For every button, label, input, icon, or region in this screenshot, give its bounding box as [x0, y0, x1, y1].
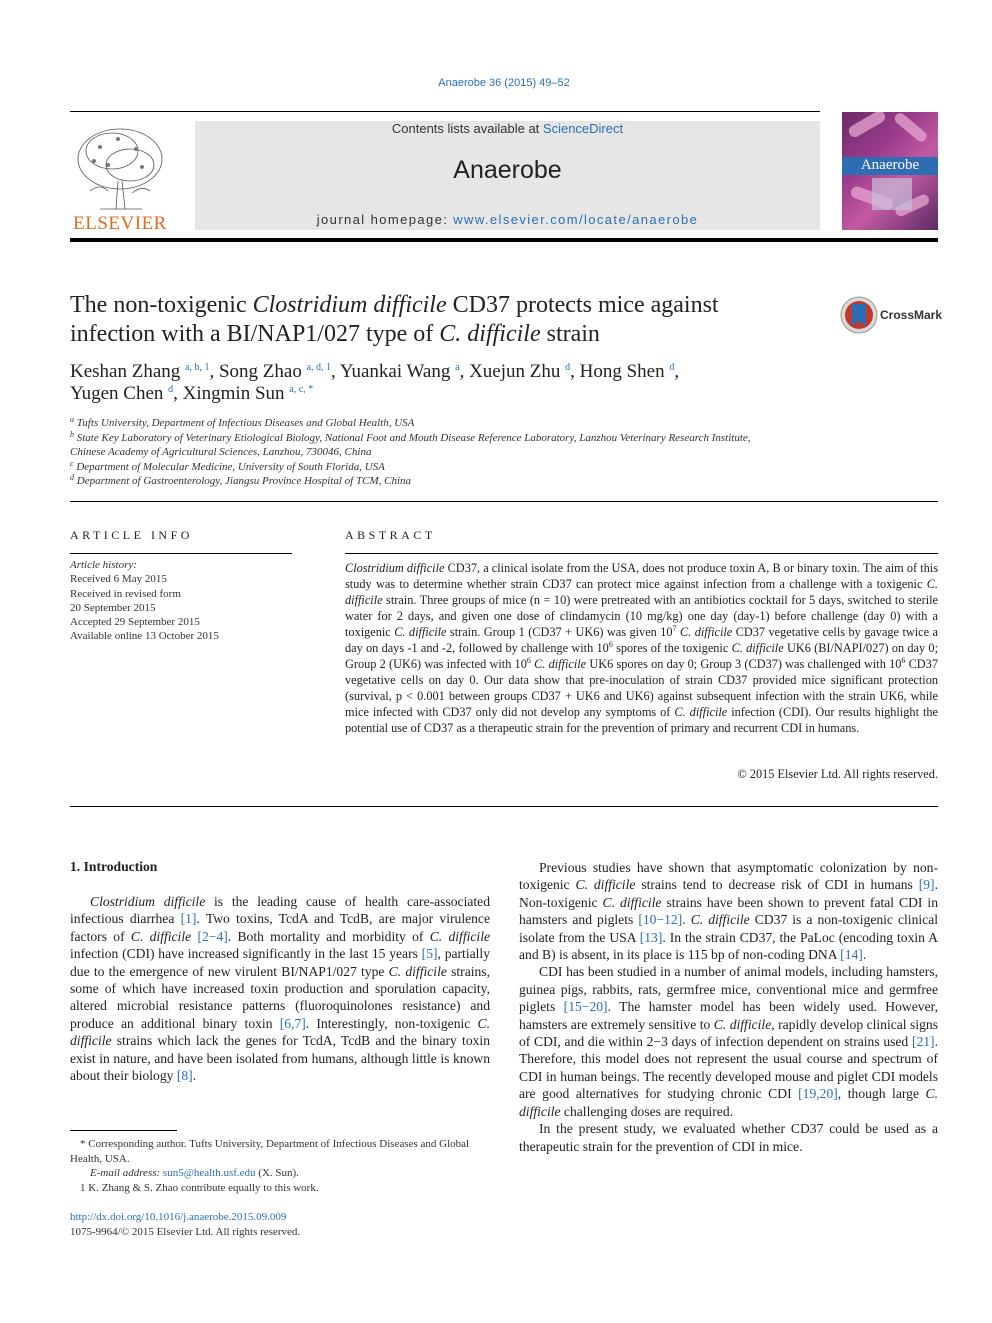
email-label: E-mail address:	[90, 1167, 161, 1179]
affiliation-mark: c	[70, 458, 74, 468]
footnotes	[70, 1137, 490, 1195]
citation-link[interactable]: [15−20]	[563, 999, 608, 1015]
introduction-right-column: Previous studies have shown that asymptomatic colonization by non-toxigenic C. difficile strains tend to decrease risk of CDI in humans [9]. Non-toxigenic C. difficile strains have been shown to prevent fatal CDI in hamsters and piglets [10−12]. C. difficile CD37 is a non-toxigenic clinical isolate from the USA [13]. In the strain CD37, the PaLoc (encoding toxin A and B) is absent, in its place is 115 bp of non-coding DNA [14]. CDI has been studied in a number of animal models, including hamsters, guinea pigs, rabbits, rats, germfree mice, conventional mice and germfree piglets [15−20]. The hamster model has been widely used. However, hamsters are extremely sensitive to C. difficile, rapidly develop clinical signs of CDI, and die within 2−3 days of infection dependent on strains used [21]. Therefore, this model does not represent the usual course and spectrum of CDI in human beings. The recently developed mouse and piglet CDI models are good alternatives for studying chronic CDI [19,20], though large C. difficile challenging doses are required. In the present study, we evaluated whether CD37 could be used as a therapeutic strain for the prevention of CDI in mice.	[519, 860, 939, 1154]
author-affiliation-mark[interactable]: a, d, 1	[306, 362, 332, 373]
issn-copyright: 1075-9964/© 2015 Elsevier Ltd. All rights reserved.	[70, 1226, 301, 1238]
abstract-copyright: © 2015 Elsevier Ltd. All rights reserved.	[737, 767, 938, 781]
title-part: CD37 protects mice against	[446, 292, 719, 318]
author-affiliation-mark[interactable]: d	[669, 362, 675, 373]
history-entry: 20 September 2015	[70, 601, 156, 614]
sciencedirect-link[interactable]: ScienceDirect	[542, 121, 624, 136]
affiliation-text: State Key Laboratory of Veterinary Etiological Biology, National Foot and Mouth Disease Reference Laboratory, Lanzhou Veterinary Research Institute,	[76, 431, 751, 444]
author-separator: ,	[209, 361, 219, 382]
author-separator: ,	[173, 383, 183, 404]
header-rule-bottom	[70, 238, 938, 242]
affiliation-mark: b	[70, 429, 74, 439]
citation-link[interactable]: [5]	[421, 946, 438, 962]
email-link[interactable]: sun5@health.usf.edu	[162, 1167, 256, 1179]
affiliation	[70, 445, 870, 460]
affiliations	[70, 416, 870, 489]
author[interactable]: Yugen Chen	[70, 383, 164, 404]
asterisk-mark: *	[80, 1138, 89, 1150]
email-suffix: (X. Sun).	[255, 1167, 299, 1179]
homepage-link[interactable]: www.elsevier.com/locate/anaerobe	[453, 212, 699, 227]
citation-link[interactable]: [8]	[176, 1068, 193, 1084]
abstract-text: Clostridium difficile CD37, a clinical isolate from the USA, does not produce toxin A, B or binary toxin. The aim of this study was to determine whether strain CD37 can protect mice against infection from a challenge with a toxigenic C. difficile strain. Three groups of mice (n = 10) were pretreated with an antibiotics cocktail for 5 days, switched to sterile water for 2 days, and given one dose of clindamycin (10 mg/kg) one day (day-1) before challenge (day 0) with a toxigenic C. difficile strain. Group 1 (CD37 + UK6) was given $10^7$ C. difficile CD37 vegetative cells by gavage twice a day on days -1 and -2, followed by challenge with $10^6$ spores of the toxigenic C. difficile UK6 (BI/NAPI/027) on day 0; Group 2 (UK6) was infected with $10^6$ C. difficile UK6 spores on day 0; Group 3 (CD37) was challenged with $10^6$ CD37 vegetative cells on day 0. Our data show that pre-inoculation of strain CD37 provided mice significant protection (survival, p < 0.001 between groups CD37 + UK6 and UK6) against subsequent infection with the strain UK6, while mice infected with CD37 only did not develop any symptoms of C. difficile infection (CDI). Our results highlight the potential use of CD37 as a therapeutic strain for the prevention of primary and recurrent CDI in humans.	[345, 561, 938, 735]
author-separator: ,	[674, 361, 680, 382]
abstract-rule	[345, 553, 938, 554]
contents-line	[195, 121, 820, 136]
author-separator: ,	[570, 361, 580, 382]
author-separator: ,	[331, 361, 340, 382]
author[interactable]: Xingmin Sun	[182, 383, 285, 404]
crossmark-label[interactable]: CrossMark	[880, 308, 943, 322]
title-part: infection with a BI/NAP1/027 type of	[70, 321, 440, 347]
footnote-rule	[70, 1130, 177, 1131]
author-separator: ,	[459, 361, 470, 382]
title-part: The non-toxigenic	[70, 292, 253, 318]
affiliation-mark: d	[70, 473, 74, 482]
author[interactable]: Keshan Zhang	[70, 361, 181, 382]
citation-link[interactable]: [14]	[840, 947, 863, 963]
citation-link[interactable]: [9]	[918, 877, 935, 893]
affiliation-rule	[70, 501, 938, 502]
author-list	[70, 361, 850, 405]
doi-link[interactable]: http://dx.doi.org/10.1016/j.anaerobe.2015.09.009	[70, 1211, 287, 1223]
author-affiliation-mark[interactable]: d	[168, 384, 174, 395]
title-species: C. difficile	[439, 321, 541, 347]
affiliation-text: Department of Molecular Medicine, University of South Florida, USA	[76, 460, 385, 473]
title-species: Clostridium difficile	[252, 292, 447, 318]
abstract-end-rule	[70, 806, 938, 807]
homepage-line	[195, 212, 820, 227]
affiliation	[70, 416, 870, 431]
journal-citation[interactable]: Anaerobe 36 (2015) 49–52	[438, 77, 570, 89]
citation-link[interactable]: [21]	[911, 1034, 935, 1050]
history-entry: Accepted 29 September 2015	[70, 616, 200, 629]
crossmark-icon[interactable]	[840, 296, 878, 334]
homepage-prefix: journal homepage:	[316, 212, 454, 227]
author-affiliation-mark[interactable]: d	[565, 362, 571, 373]
citation-link[interactable]: [19,20]	[798, 1086, 838, 1102]
cover-title: Anaerobe	[860, 157, 920, 173]
author-affiliation-mark[interactable]: a, b, 1	[185, 362, 210, 373]
history-entry: Received 6 May 2015	[70, 573, 167, 586]
publisher-wordmark: ELSEVIER	[73, 213, 167, 234]
affiliation-mark: a	[70, 415, 74, 424]
citation-link[interactable]: [13]	[639, 929, 663, 945]
author-affiliation-mark[interactable]: a	[455, 362, 460, 373]
article-history	[70, 558, 219, 644]
history-label: Article history:	[70, 559, 137, 571]
title-part: strain	[540, 321, 600, 347]
history-entry: Available online 13 October 2015	[70, 630, 219, 643]
introduction-left-column: Clostridium difficile is the leading cause of health care-associated infectious diarrhea [1]. Two toxins, TcdA and TcdB, are major virulence factors of C. difficile [2−4]. Both mortality and morbidity of C. difficile infection (CDI) have increased significantly in the last 15 years [5], partially due to the emergence of new virulent BI/NAP1/027 type C. difficile strains, some of which have increased toxin production and sporulation capacity, altered microbial resistance patterns (fluoroquinolones resistance) and produce an additional binary toxin [6,7]. Interestingly, non-toxigenic C. difficile strains which lack the genes for TcdA, TcdB and the binary toxin exist in nature, and have been isolated from humans, although little is known about their biology [8].	[70, 894, 491, 1084]
author[interactable]: Xuejun Zhu	[469, 361, 561, 382]
affiliation	[70, 431, 870, 446]
citation-link[interactable]: [1]	[180, 911, 197, 927]
affiliation-text: Tufts University, Department of Infectious Diseases and Global Health, USA	[76, 417, 415, 429]
footnote-mark: 1	[80, 1181, 89, 1194]
equal-contribution-note: K. Zhang & S. Zhao contribute equally to this work.	[88, 1181, 319, 1194]
citation-link[interactable]: [6,7]	[279, 1015, 306, 1031]
author[interactable]: Hong Shen	[579, 361, 665, 382]
author[interactable]: Song Zhao	[218, 361, 302, 382]
affiliation-text: Department of Gastroenterology, Jiangsu Province Hospital of TCM, China	[76, 475, 412, 487]
corresponding-author-note: Corresponding author. Tufts University, Department of Infectious Diseases and Global Health, USA.	[70, 1138, 470, 1165]
abstract-heading: ABSTRACT	[345, 528, 436, 542]
citation-link[interactable]: [2−4]	[197, 928, 228, 944]
article-info-heading: ARTICLE INFO	[70, 528, 193, 542]
citation-link[interactable]: [10−12]	[638, 912, 683, 928]
affiliation-text: Chinese Academy of Agricultural Sciences, Lanzhou, 730046, China	[70, 446, 372, 458]
header-rule-top	[70, 111, 820, 112]
contents-prefix: Contents lists available at	[391, 121, 543, 136]
author[interactable]: Yuankai Wang	[339, 361, 451, 382]
history-entry: Received in revised form	[70, 587, 181, 600]
author-affiliation-mark[interactable]: a, c, *	[289, 384, 314, 395]
article-info-rule	[70, 553, 292, 554]
article-title	[70, 291, 820, 349]
affiliation	[70, 460, 870, 475]
journal-title: Anaerobe	[453, 156, 562, 184]
affiliation	[70, 474, 870, 489]
introduction-heading: 1. Introduction	[70, 859, 158, 874]
